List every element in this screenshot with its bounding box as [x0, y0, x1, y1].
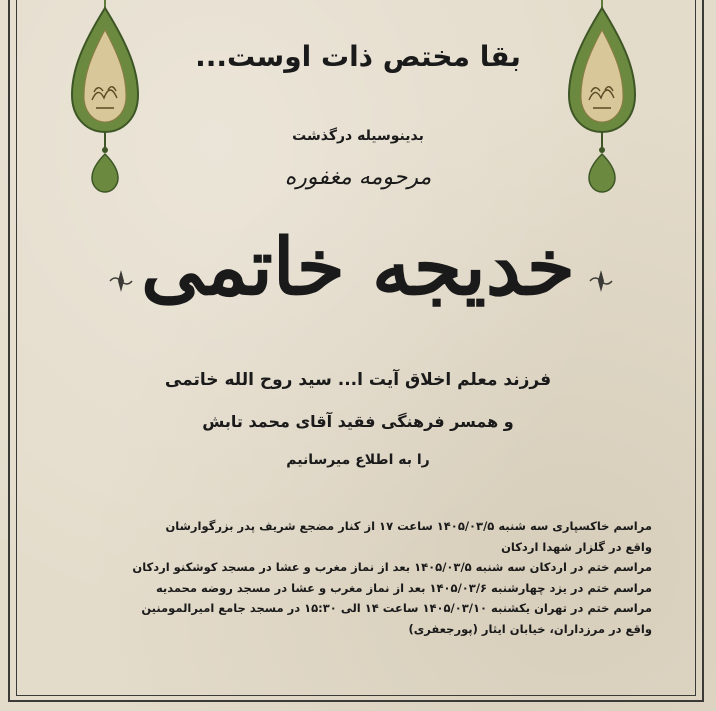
- announcement-text: را به اطلاع میرسانیم: [286, 452, 430, 468]
- relation-line-spouse: و همسر فرهنگی فقید آقای محمد تابش: [202, 412, 514, 431]
- flourish-icon: [108, 268, 134, 294]
- flourish-icon: [588, 268, 614, 294]
- ceremony-line: واقع در مرزداران، خیابان ایثار (پورجعفری): [408, 621, 652, 636]
- deceased-name: خدیجه خاتمی: [141, 222, 575, 313]
- deceased-title: مرحومه مغفوره: [284, 165, 432, 190]
- ceremony-line: مراسم ختم در تهران یکشنبه ۱۴۰۵/۰۳/۱۰ ساعت ۱۴ الی ۱۵:۳۰ در مسجد جامع امیرالمومنین: [141, 601, 652, 615]
- ceremony-line: مراسم خاکسپاری سه شنبه ۱۴۰۵/۰۳/۵ ساعت ۱۷ از کنار مضجع شریف پدر بزرگوارشان: [165, 519, 652, 533]
- intro-text: بدینوسیله درگذشت: [292, 128, 424, 144]
- motto-heading: بقا مختص ذات اوست...: [195, 40, 521, 73]
- ceremony-line: واقع در گلزار شهدا اردکان: [501, 539, 652, 554]
- relation-line-father: فرزند معلم اخلاق آیت ا... سید روح الله خاتمی: [164, 370, 552, 390]
- ceremony-line: مراسم ختم در اردکان سه شنبه ۱۴۰۵/۰۳/۵ بعد از نماز مغرب و عشا در مسجد کوشکنو اردکان: [132, 560, 652, 574]
- ceremony-details: [90, 516, 652, 639]
- ceremony-line: مراسم ختم در یزد چهارشنبه ۱۴۰۵/۰۳/۶ بعد از نماز مغرب و عشا در مسجد روضه محمدیه: [155, 580, 652, 595]
